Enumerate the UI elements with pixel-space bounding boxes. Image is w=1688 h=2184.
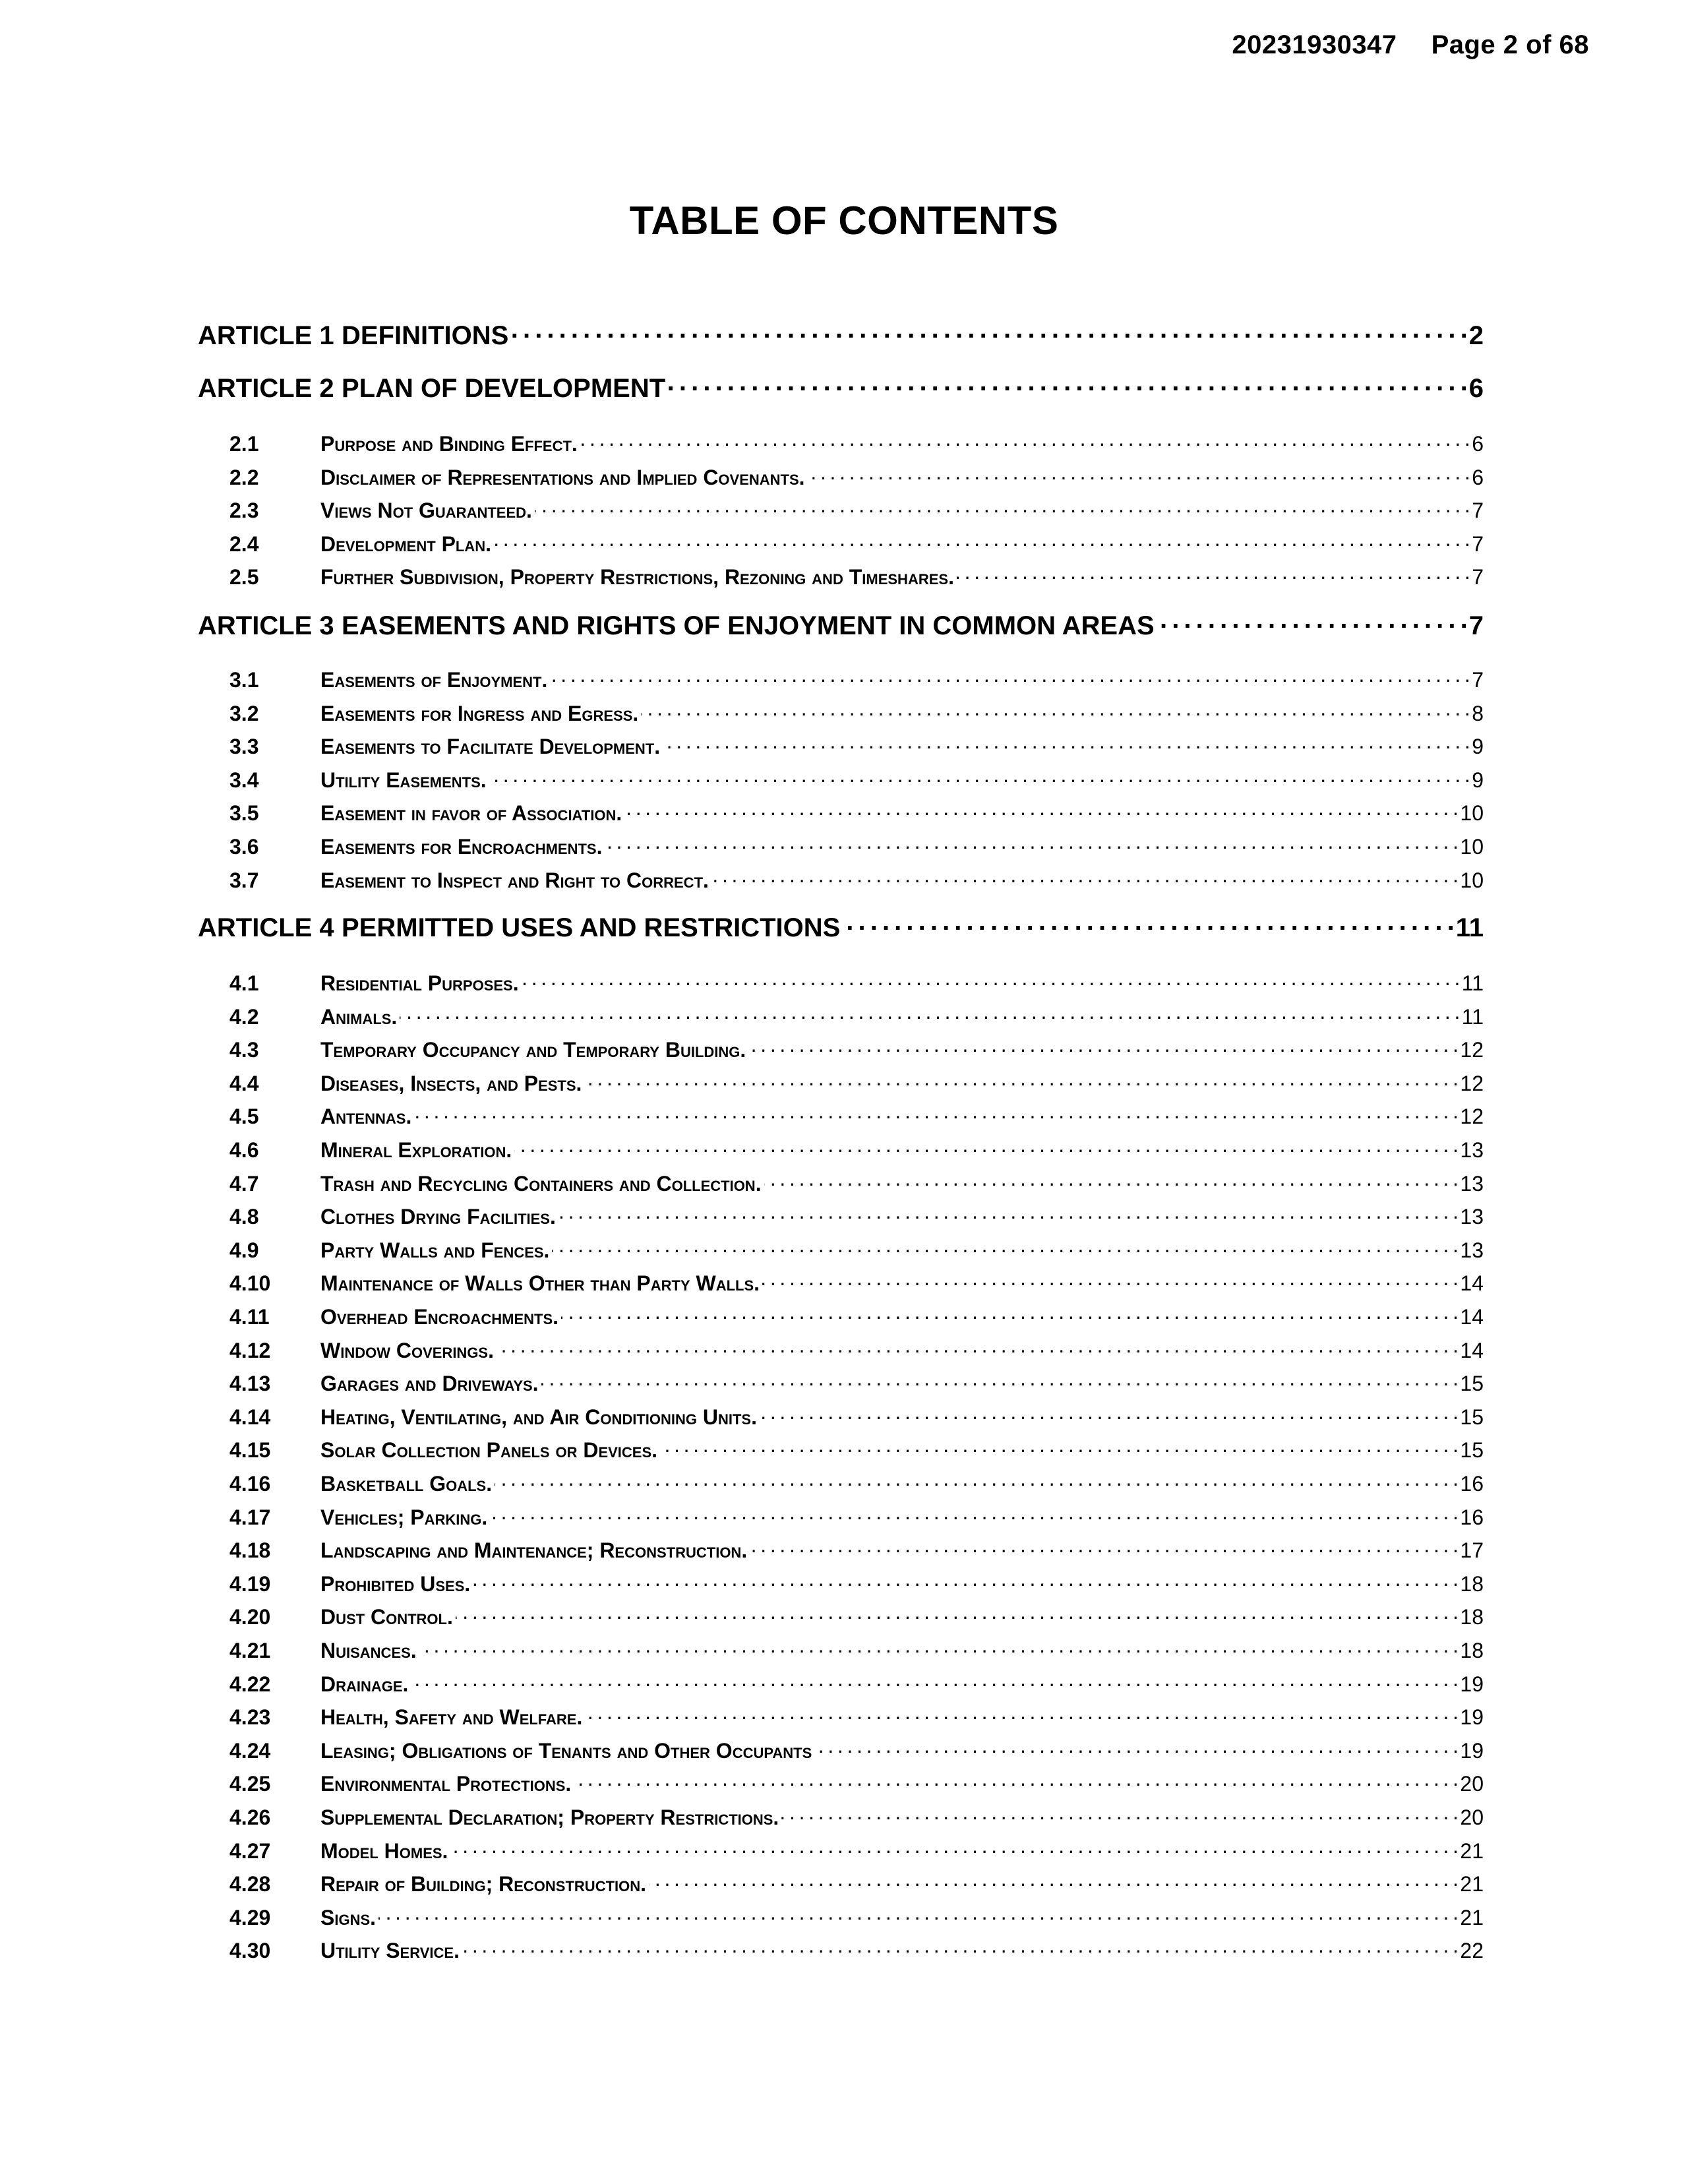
dot-leader (450, 1837, 1457, 1858)
entry-title: Animals. (320, 1005, 398, 1029)
entry-number: 4.30 (229, 1939, 271, 1962)
toc-section-3-4[interactable] (198, 766, 1484, 799)
entry-number: 2.3 (229, 499, 259, 522)
entry-number: 4.26 (229, 1805, 271, 1829)
dot-leader (585, 1703, 1457, 1724)
entry-title: Easements for Ingress and Egress. (320, 702, 639, 725)
dot-leader (624, 799, 1457, 820)
entry-page-number: 12 (1460, 1072, 1484, 1095)
entry-number: 3.5 (229, 801, 259, 825)
entry-page-number: 19 (1460, 1739, 1484, 1763)
entry-title: Heating, Ventilating, and Air Conditioning Units. (320, 1405, 757, 1429)
dot-leader (514, 1136, 1457, 1157)
dot-leader (497, 1337, 1457, 1358)
dot-leader (550, 666, 1469, 687)
entry-number: 2.2 (229, 466, 259, 489)
toc-section-4-13[interactable] (198, 1370, 1484, 1403)
dot-leader (522, 969, 1459, 990)
entry-title: Views Not Guaranteed. (320, 499, 532, 522)
entry-number: 4.2 (229, 1005, 259, 1029)
entry-number: 4.11 (229, 1305, 270, 1329)
entry-page-number: 12 (1460, 1038, 1484, 1062)
entry-number: 4.25 (229, 1772, 271, 1796)
entry-number: 4.13 (229, 1372, 271, 1395)
entry-number: 4.27 (229, 1839, 271, 1863)
entry-page-number: 16 (1460, 1505, 1484, 1529)
entry-page-number: 7 (1472, 565, 1484, 589)
entry-page-number: 15 (1460, 1372, 1484, 1395)
entry-page-number: 9 (1472, 735, 1484, 758)
toc-section-4-12[interactable] (198, 1337, 1484, 1370)
entry-title: Health, Safety and Welfare. (320, 1705, 583, 1729)
toc-section-4-9[interactable] (198, 1236, 1484, 1269)
entry-number: 4.18 (229, 1538, 271, 1562)
dot-leader (489, 766, 1470, 787)
entry-number: 4.7 (229, 1172, 259, 1196)
document-number: 20231930347 (1232, 30, 1397, 59)
entry-page-number: 14 (1460, 1339, 1484, 1362)
toc-section-2-2[interactable] (198, 464, 1484, 497)
entry-page-number: 19 (1460, 1672, 1484, 1696)
entry-page-number: 10 (1460, 868, 1484, 892)
toc-section-4-11[interactable] (198, 1303, 1484, 1336)
toc-article-2[interactable] (198, 371, 1484, 410)
entry-title: Environmental Protections. (320, 1772, 572, 1796)
entry-title: Overhead Encroachments. (320, 1305, 559, 1329)
toc-section-3-5[interactable] (198, 799, 1484, 832)
dot-leader (580, 430, 1469, 451)
entry-title: Easements to Facilitate Development. (320, 735, 661, 758)
entry-page-number: 18 (1460, 1572, 1484, 1596)
entry-page-number: 14 (1460, 1305, 1484, 1329)
entry-page-number: 18 (1460, 1605, 1484, 1629)
entry-page-number: 11 (1455, 913, 1484, 942)
entry-number: 2.5 (229, 565, 259, 589)
entry-page-number: 15 (1460, 1438, 1484, 1462)
entry-title: Solar Collection Panels or Devices. (320, 1438, 658, 1462)
dot-leader (419, 1637, 1458, 1658)
entry-page-number: 10 (1460, 835, 1484, 859)
entry-page-number: 15 (1460, 1405, 1484, 1429)
entry-title: Development Plan. (320, 532, 492, 556)
dot-leader (748, 1036, 1457, 1057)
entry-number: 4.29 (229, 1906, 271, 1929)
entry-number: 4.12 (229, 1339, 271, 1362)
dot-leader (668, 371, 1466, 397)
dot-leader (378, 1904, 1457, 1925)
entry-number: 4.3 (229, 1038, 259, 1062)
entry-title: PERMITTED USES AND RESTRICTIONS (342, 913, 841, 942)
entry-number: 4.10 (229, 1271, 271, 1295)
entry-title: EASEMENTS AND RIGHTS OF ENJOYMENT IN COMMON AREAS (342, 611, 1155, 640)
dot-leader (957, 563, 1469, 584)
entry-page-number: 8 (1472, 702, 1484, 725)
toc-section-2-5[interactable] (198, 563, 1484, 596)
dot-leader (605, 833, 1457, 854)
entry-title: Antennas. (320, 1105, 412, 1128)
entry-title: Purpose and Binding Effect. (320, 432, 578, 456)
entry-number: ARTICLE 1 (198, 321, 334, 350)
entry-number: 2.4 (229, 532, 259, 556)
toc-section-4-30[interactable] (198, 1937, 1484, 1970)
entry-page-number: 21 (1460, 1872, 1484, 1896)
toc-section-4-6[interactable] (198, 1136, 1484, 1169)
dot-leader (558, 1203, 1458, 1224)
entry-title: Model Homes. (320, 1839, 448, 1863)
dot-leader (663, 733, 1469, 754)
toc-section-4-2[interactable] (198, 1003, 1484, 1036)
toc-section-4-21[interactable] (198, 1637, 1484, 1670)
entry-number: 4.15 (229, 1438, 271, 1462)
entry-number: 4.5 (229, 1105, 259, 1128)
entry-page-number: 11 (1461, 1005, 1484, 1029)
entry-title: Party Walls and Fences. (320, 1238, 550, 1262)
page-title: TABLE OF CONTENTS (629, 198, 1059, 243)
toc-section-4-3[interactable] (198, 1036, 1484, 1069)
entry-page-number: 6 (1472, 466, 1484, 489)
toc-section-4-14[interactable] (198, 1403, 1484, 1436)
dot-leader (473, 1570, 1457, 1591)
entry-title: Vehicles; Parking. (320, 1505, 488, 1529)
entry-title: Disclaimer of Representations and Implied Covenants. (320, 466, 805, 489)
dot-leader (462, 1937, 1457, 1958)
toc-article-1[interactable] (198, 318, 1484, 357)
dot-leader (711, 866, 1458, 888)
entry-number: 3.1 (229, 668, 259, 692)
entry-page-number: 2 (1468, 321, 1484, 350)
entry-number: 3.6 (229, 835, 259, 859)
entry-number: ARTICLE 4 (198, 913, 334, 942)
entry-page-number: 7 (1472, 532, 1484, 556)
dot-leader (494, 530, 1469, 551)
dot-leader (781, 1804, 1457, 1825)
entry-title: Garages and Driveways. (320, 1372, 539, 1395)
entry-page-number: 22 (1460, 1939, 1484, 1962)
entry-number: 4.16 (229, 1472, 271, 1496)
entry-number: 4.14 (229, 1405, 271, 1429)
entry-title: Easements of Enjoyment. (320, 668, 548, 692)
entry-title: Basketball Goals. (320, 1472, 493, 1496)
dot-leader (552, 1236, 1457, 1258)
toc-section-2-3[interactable] (198, 497, 1484, 530)
entry-page-number: 21 (1460, 1906, 1484, 1929)
toc-article-4[interactable] (198, 910, 1484, 950)
toc-section-4-8[interactable] (198, 1203, 1484, 1236)
entry-number: 4.21 (229, 1639, 271, 1662)
entry-title: Residential Purposes. (320, 971, 519, 995)
entry-number: 3.3 (229, 735, 259, 758)
dot-leader (511, 318, 1466, 344)
toc-section-4-15[interactable] (198, 1436, 1484, 1469)
dot-leader (490, 1503, 1457, 1525)
entry-title: Dust Control. (320, 1605, 453, 1629)
dot-leader (760, 1403, 1457, 1424)
entry-number: 4.1 (229, 971, 259, 995)
dot-leader (1157, 608, 1466, 634)
dot-leader (843, 910, 1453, 936)
entry-number: 3.2 (229, 702, 259, 725)
entry-title: Easements for Encroachments. (320, 835, 603, 859)
entry-page-number: 7 (1468, 611, 1484, 640)
entry-title: DEFINITIONS (342, 321, 509, 350)
entry-page-number: 18 (1460, 1639, 1484, 1662)
entry-title: Repair of Building; Reconstruction. (320, 1872, 647, 1896)
toc-section-4-23[interactable] (198, 1703, 1484, 1736)
entry-number: 4.20 (229, 1605, 271, 1629)
entry-page-number: 6 (1468, 374, 1484, 403)
entry-title: Prohibited Uses. (320, 1572, 471, 1596)
entry-title: Diseases, Insects, and Pests. (320, 1072, 582, 1095)
entry-title: Temporary Occupancy and Temporary Building. (320, 1038, 746, 1062)
entry-page-number: 7 (1472, 668, 1484, 692)
entry-number: 4.8 (229, 1205, 259, 1228)
entry-number: 2.1 (229, 432, 259, 456)
entry-page-number: 13 (1460, 1138, 1484, 1162)
entry-title: Clothes Drying Facilities. (320, 1205, 556, 1228)
entry-title: Easement in favor of Association. (320, 801, 622, 825)
entry-title: Nuisances. (320, 1639, 417, 1662)
toc-section-2-4[interactable] (198, 530, 1484, 563)
dot-leader (495, 1470, 1457, 1491)
entry-number: ARTICLE 2 (198, 374, 334, 403)
entry-page-number: 13 (1460, 1205, 1484, 1228)
entry-number: 4.9 (229, 1238, 259, 1262)
toc-section-4-25[interactable] (198, 1770, 1484, 1803)
entry-number: 3.4 (229, 768, 259, 792)
dot-leader (641, 700, 1469, 721)
entry-title: Leasing; Obligations of Tenants and Other Occupants (320, 1739, 812, 1763)
entry-number: 4.23 (229, 1705, 271, 1729)
entry-title: Utility Easements. (320, 768, 487, 792)
toc-section-4-22[interactable] (198, 1670, 1484, 1703)
toc-section-3-2[interactable] (198, 700, 1484, 733)
entry-title: Window Coverings. (320, 1339, 494, 1362)
entry-title: PLAN OF DEVELOPMENT (342, 374, 666, 403)
entry-page-number: 21 (1460, 1839, 1484, 1863)
toc-section-3-1[interactable] (198, 666, 1484, 699)
entry-page-number: 19 (1460, 1705, 1484, 1729)
entry-number: 4.22 (229, 1672, 271, 1696)
dot-leader (456, 1603, 1458, 1624)
toc-section-4-27[interactable] (198, 1837, 1484, 1870)
toc-section-3-3[interactable] (198, 733, 1484, 766)
entry-title: Supplemental Declaration; Property Restrictions. (320, 1805, 779, 1829)
entry-page-number: 20 (1460, 1772, 1484, 1796)
entry-title: Easement to Inspect and Right to Correct. (320, 868, 709, 892)
toc-section-4-17[interactable] (198, 1503, 1484, 1536)
entry-page-number: 17 (1460, 1538, 1484, 1562)
toc-section-4-24[interactable] (198, 1737, 1484, 1770)
entry-page-number: 13 (1460, 1238, 1484, 1262)
dot-leader (561, 1303, 1457, 1324)
toc-article-3[interactable] (198, 608, 1484, 648)
entry-title: Signs. (320, 1906, 377, 1929)
entry-title: Further Subdivision, Property Restrictions, Rezoning and Timeshares. (320, 565, 954, 589)
toc-section-4-4[interactable] (198, 1070, 1484, 1103)
entry-title: Landscaping and Maintenance; Reconstruction. (320, 1538, 748, 1562)
page-indicator: Page 2 of 68 (1431, 30, 1589, 59)
toc-section-4-19[interactable] (198, 1570, 1484, 1603)
entry-number: 4.6 (229, 1138, 259, 1162)
entry-title: Trash and Recycling Containers and Collection. (320, 1172, 762, 1196)
entry-number: ARTICLE 3 (198, 611, 334, 640)
dot-leader (808, 464, 1470, 485)
dot-leader (414, 1103, 1457, 1124)
entry-page-number: 16 (1460, 1472, 1484, 1496)
toc-section-3-7[interactable] (198, 866, 1484, 899)
entry-title: Drainage. (320, 1672, 409, 1696)
toc-section-4-26[interactable] (198, 1804, 1484, 1836)
dot-leader (400, 1003, 1459, 1024)
dot-leader (535, 497, 1469, 518)
toc-section-4-18[interactable] (198, 1536, 1484, 1569)
document-header (1232, 30, 1589, 60)
entry-number: 4.19 (229, 1572, 271, 1596)
toc-section-4-29[interactable] (198, 1904, 1484, 1937)
entry-page-number: 11 (1461, 971, 1484, 995)
entry-title: Utility Service. (320, 1939, 460, 1962)
dot-leader (750, 1536, 1457, 1558)
entry-title: Mineral Exploration. (320, 1138, 512, 1162)
toc-section-4-28[interactable] (198, 1870, 1484, 1903)
toc-section-4-5[interactable] (198, 1103, 1484, 1136)
toc-section-4-1[interactable] (198, 969, 1484, 1002)
entry-title: Maintenance of Walls Other than Party Walls. (320, 1271, 760, 1295)
dot-leader (660, 1436, 1457, 1457)
entry-page-number: 9 (1472, 768, 1484, 792)
toc-section-4-10[interactable] (198, 1269, 1484, 1302)
dot-leader (411, 1670, 1457, 1691)
entry-page-number: 10 (1460, 801, 1484, 825)
dot-leader (762, 1269, 1457, 1290)
entry-number: 4.4 (229, 1072, 259, 1095)
toc-section-4-7[interactable] (198, 1170, 1484, 1203)
entry-number: 4.28 (229, 1872, 271, 1896)
dot-leader (649, 1870, 1457, 1891)
dot-leader (814, 1737, 1457, 1758)
entry-page-number: 6 (1472, 432, 1484, 456)
entry-page-number: 20 (1460, 1805, 1484, 1829)
entry-page-number: 7 (1472, 499, 1484, 522)
dot-leader (764, 1170, 1458, 1191)
dot-leader (541, 1370, 1458, 1391)
toc-section-4-16[interactable] (198, 1470, 1484, 1503)
entry-number: 4.17 (229, 1505, 271, 1529)
entry-page-number: 13 (1460, 1172, 1484, 1196)
toc-section-2-1[interactable] (198, 430, 1484, 463)
dot-leader (584, 1070, 1457, 1091)
entry-page-number: 12 (1460, 1105, 1484, 1128)
toc-section-3-6[interactable] (198, 833, 1484, 866)
entry-page-number: 14 (1460, 1271, 1484, 1295)
entry-number: 3.7 (229, 868, 259, 892)
dot-leader (574, 1770, 1457, 1791)
toc-section-4-20[interactable] (198, 1603, 1484, 1636)
entry-number: 4.24 (229, 1739, 271, 1763)
